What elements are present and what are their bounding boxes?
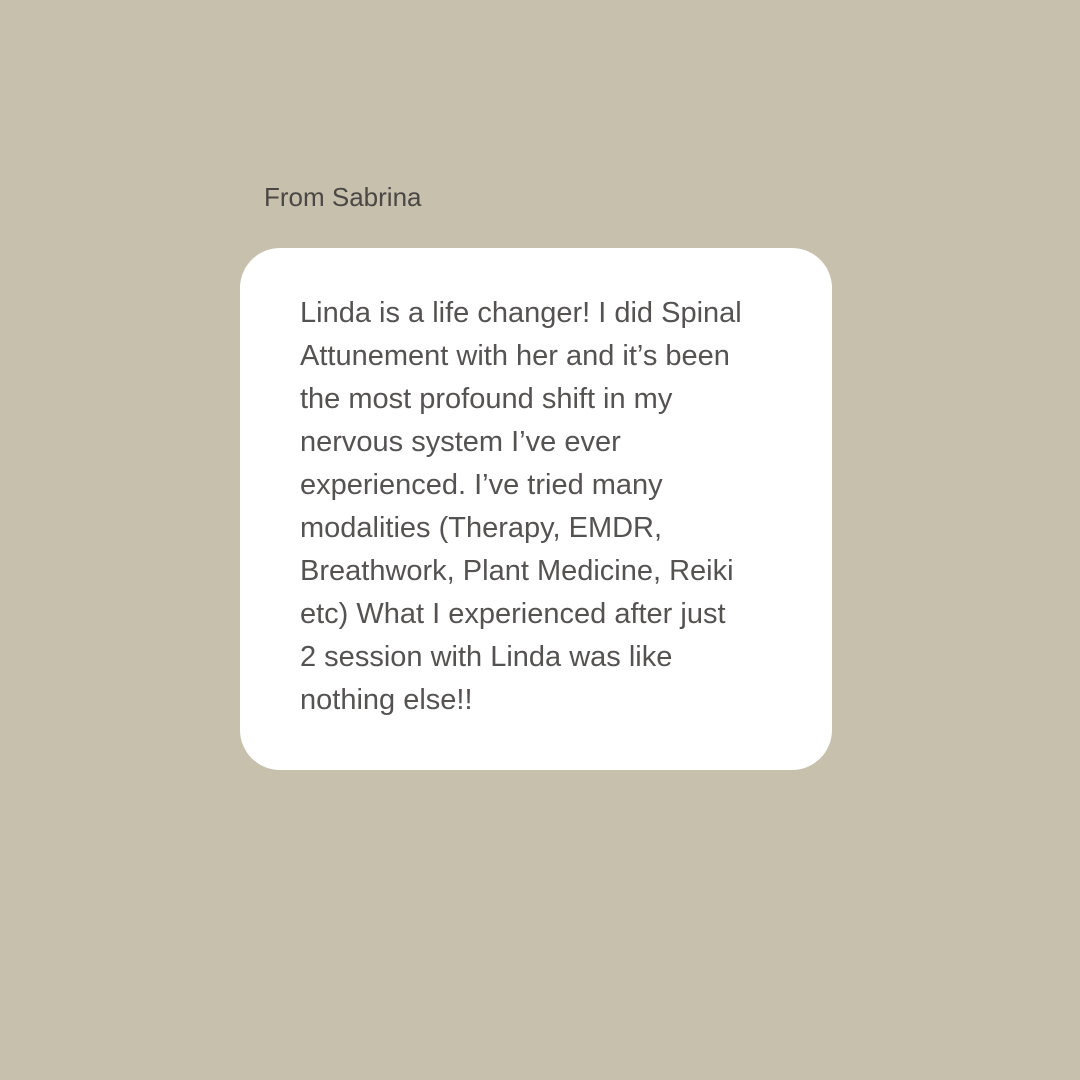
message-line: 2 session with Linda was like (300, 641, 673, 673)
message-line: nothing else!! (300, 684, 473, 716)
message-bubble (240, 248, 832, 770)
message-line: Linda is a life changer! I did Spinal (300, 297, 742, 329)
message-line: nervous system I’ve ever (300, 426, 621, 458)
message-text (300, 292, 792, 722)
sender-label: From Sabrina (264, 182, 422, 212)
message-line: experienced. I’ve tried many (300, 469, 663, 501)
message-line: Attunement with her and it’s been (300, 340, 730, 372)
message-line: modalities (Therapy, EMDR, (300, 512, 663, 544)
message-line: Breathwork, Plant Medicine, Reiki (300, 555, 734, 587)
message-line: etc) What I experienced after just (300, 598, 726, 630)
message-line: the most profound shift in my (300, 383, 673, 415)
